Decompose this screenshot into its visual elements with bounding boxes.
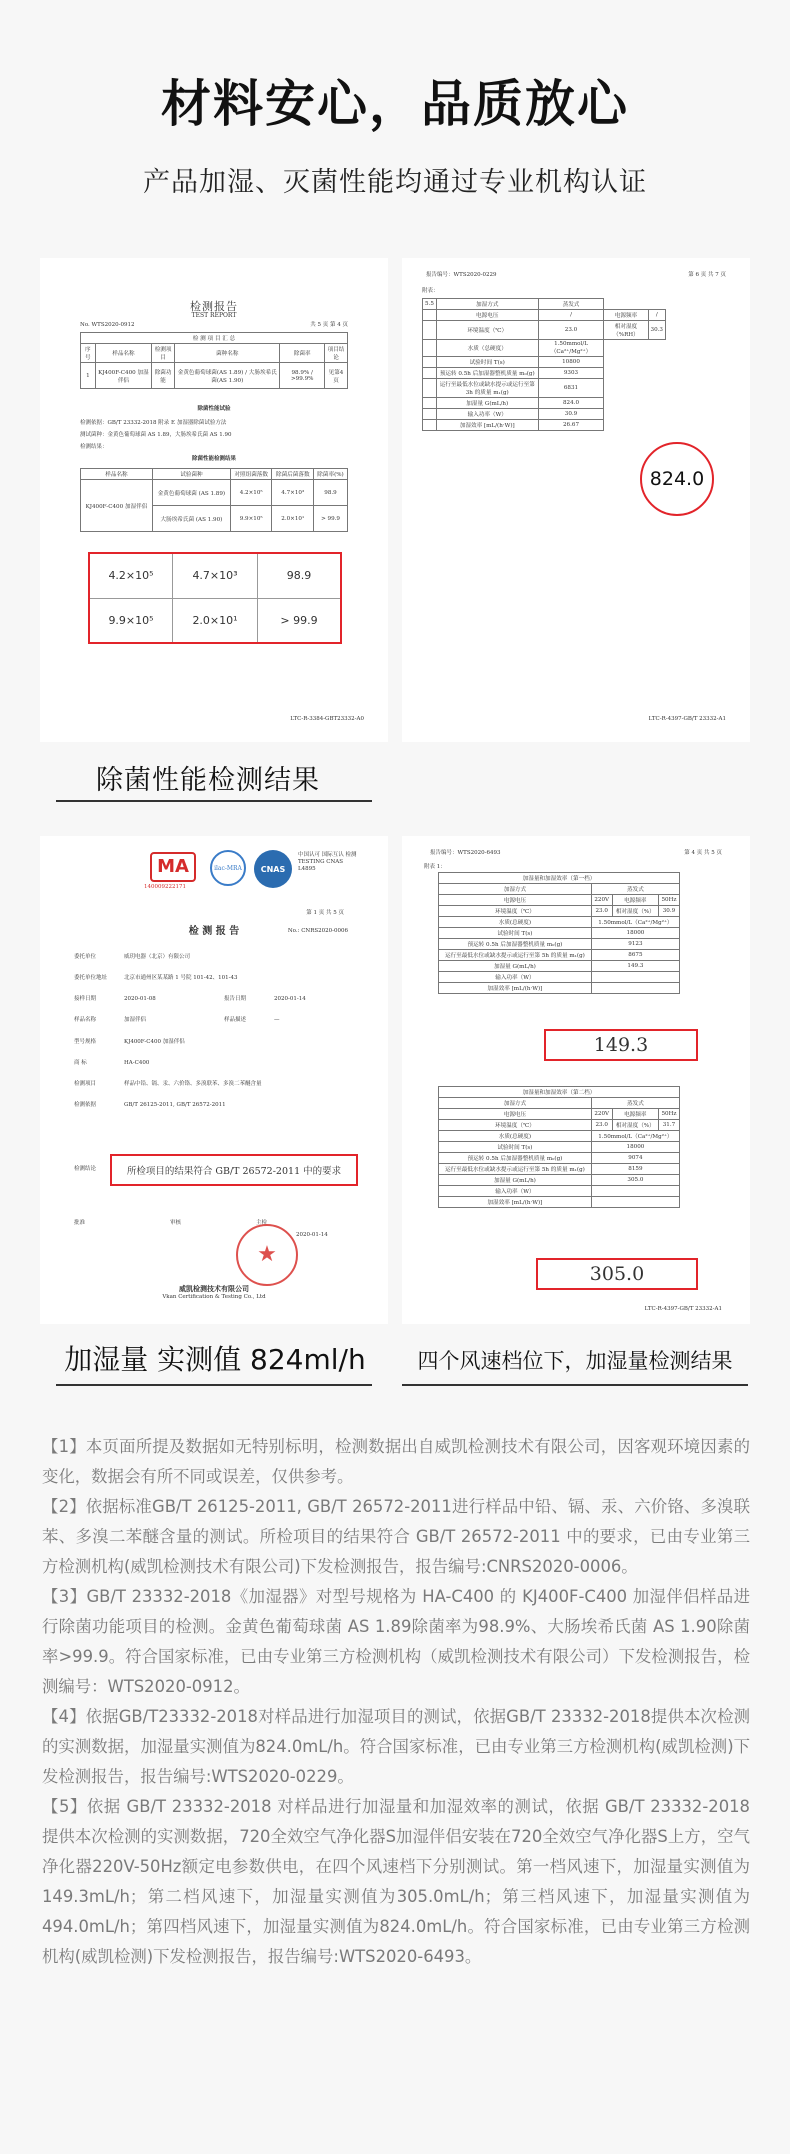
table-row (439, 950, 680, 961)
table-cell (423, 321, 437, 340)
table-cell: 蒸发式 (591, 1098, 679, 1109)
col-header: 检测项目 (152, 344, 175, 363)
page-indicator: 共 5 页 第 4 页 (310, 322, 348, 328)
issuer-name: 威凯检测技术有限公司 (179, 1284, 249, 1293)
table-cell: 9303 (538, 368, 604, 379)
field-value: 2020-01-08 (124, 996, 156, 1003)
fan-speed-table-1 (438, 872, 680, 994)
conclusion-label: 检测结论 (74, 1166, 97, 1172)
field-row (74, 1102, 358, 1109)
table-row (423, 398, 666, 409)
table-row (423, 379, 666, 398)
table-cell: 电源频率 (612, 1109, 658, 1120)
table-cell (591, 1197, 679, 1208)
page-subtitle: 产品加湿、灭菌性能均通过专业机构认证 (143, 167, 647, 198)
table-cell: 4.2×10⁵ (230, 480, 272, 506)
table-cell: 1.50mmol/L（Ca²⁺/Mg²⁺） (591, 1131, 679, 1142)
table-row (423, 310, 666, 321)
table-cell: 1 (81, 363, 96, 389)
table-cell: 98.9 (314, 480, 348, 506)
table-cell: 运行至最低水位或缺水提示或运行至第 3h 的质量 m₁(g) (436, 379, 538, 398)
humidification-table (422, 298, 666, 431)
table-cell: / (538, 310, 604, 321)
table-cell: 824.0 (538, 398, 604, 409)
table-cell: 相对湿度（%） (612, 906, 658, 917)
table-cell: 加湿效率 [mL/(h·W)] (439, 1197, 592, 1208)
method-heading: 除菌性能试验 (197, 406, 231, 412)
table-cell: 220V (591, 1109, 612, 1120)
table-cell: 加湿方式 (439, 884, 592, 895)
field-row (74, 1017, 358, 1024)
issue-date: 2020-01-14 (296, 1232, 328, 1238)
col-header: 菌种名称 (175, 344, 280, 363)
table-cell: 18000 (591, 928, 679, 939)
report-image-humidification-824 (402, 258, 750, 742)
field-value: KJ400F-C400 加湿伴侣 (124, 1038, 185, 1045)
table-row (439, 895, 680, 906)
col-header: 除菌率 (280, 344, 325, 363)
table-cell: 环境温度（℃） (436, 321, 538, 340)
table-cell: 预运转 0.5h 后加湿器整机质量 m₀(g) (439, 939, 592, 950)
attached-label: 附表： (422, 288, 439, 294)
table-row (439, 1142, 680, 1153)
field-label: 商 标 (74, 1059, 87, 1066)
table-cell: 蒸发式 (591, 884, 679, 895)
table-cell: 5.5 (423, 299, 437, 310)
table-cell: 输入功率（W） (436, 409, 538, 420)
table-row (423, 368, 666, 379)
doc-title: 检 测 报 告 (188, 926, 240, 937)
fan-speed-table-2 (438, 1086, 680, 1208)
table-cell: 30.9 (658, 906, 679, 917)
result-heading: 除菌性能检测结果 (191, 456, 236, 462)
report-number: 报告编号：WTS2020-6493 (430, 850, 501, 856)
value-highlight-circle: 824.0 (640, 442, 714, 516)
value-highlight-box-1: 149.3 (544, 1029, 698, 1061)
field-label: 委托单位地址 (74, 975, 108, 982)
table-row (439, 961, 680, 972)
table-cell: 9123 (591, 939, 679, 950)
table-cell: 50Hz (658, 895, 679, 906)
table-row (423, 299, 666, 310)
table-cell (423, 409, 437, 420)
table-cell: 6831 (538, 379, 604, 398)
field-label: 型号规格 (74, 1038, 97, 1045)
report-image-fan-speeds (402, 836, 750, 1324)
report-number: 报告编号：WTS2020-0229 (426, 272, 497, 278)
footnote: 【2】依据标准GB/T 26125-2011, GB/T 26572-2011进行样品中铅、镉、汞、六价铬、多溴联苯、多溴二苯醚含量的测试。所检项目的结果符合 GB/T 26572-2011 中的要求，已由专业第三方检测机构(威凯检测技术有限公司)下发检测报告，报告编号:CNRS2020-0006。 (42, 1497, 750, 1576)
table-cell: 加湿量 G(mL/h) (439, 961, 592, 972)
doc-title: 检测报告 (190, 300, 238, 313)
col-header: 样品名称 (95, 344, 151, 363)
page-title: 材料安心，品质放心 (161, 75, 629, 133)
table-row (439, 1153, 680, 1164)
table-cell: 电源频率 (604, 310, 648, 321)
table-cell: 水质(总硬度) (439, 917, 592, 928)
table-cell: 305.0 (591, 1175, 679, 1186)
table-cell: 相对湿度（%RH） (604, 321, 648, 340)
table-cell: 149.3 (591, 961, 679, 972)
field-row (74, 1060, 358, 1067)
table-cell (591, 1186, 679, 1197)
value-highlight-box-2: 305.0 (536, 1258, 698, 1290)
conclusion-highlight: 所检项目的结果符合 GB/T 26572-2011 中的要求 (110, 1154, 358, 1186)
footer-code: LTC-R-3384-GBT23332-A0 (290, 716, 364, 722)
field-label: 委托单位 (74, 954, 97, 960)
field-row (74, 954, 358, 961)
table-cell: 蒸发式 (538, 299, 604, 310)
table-cell: 大肠埃希氏菌 (AS 1.90) (152, 506, 230, 532)
footnote: 【4】依据GB/T23332-2018对样品进行加湿项目的测试，依据GB/T 23332-2018提供本次检测的实测数据，加湿量实测值为824.0mL/h。符合国家标准，已由专业第三方检测机构(威凯检测)下发检测报告，报告编号:WTS2020-0229。 (42, 1707, 750, 1786)
table-row (439, 1109, 680, 1120)
field-value: — (274, 1017, 280, 1024)
caption-humidification: 加湿量 实测值 824ml/h (64, 1343, 366, 1376)
official-seal-icon: ★ (236, 1224, 298, 1286)
table-cell: 试验时间 T(s) (439, 928, 592, 939)
section-title: 加湿量和加湿效率（第二档） (439, 1087, 680, 1098)
table-cell: 30.3 (648, 321, 665, 340)
table-cell (423, 357, 437, 368)
table-cell: 加湿方式 (436, 299, 538, 310)
table-row (439, 917, 680, 928)
field-value: HA-C400 (124, 1059, 150, 1066)
table-row (423, 409, 666, 420)
table-cell: 2.0×10¹ (272, 506, 314, 532)
table-cell: 9.9×10⁵ (230, 506, 272, 532)
footnote: 【3】GB/T 23332-2018《加湿器》对型号规格为 HA-C400 的 KJ400F-C400 加湿伴侣样品进行除菌功能项目的检测。金黄色葡萄球菌 AS 1.89除菌率为98.9%、大肠埃希氏菌 AS 1.90除菌率>99.9。符合国家标准，已由专业第三方检测机构（威凯检测技术有限公司）下发检测报告，检测编号：WTS2020-0912。 (42, 1587, 750, 1696)
table-row (439, 928, 680, 939)
table-cell: 23.0 (591, 1120, 612, 1131)
table-row (423, 340, 666, 357)
sign-label: 审核 (170, 1220, 182, 1226)
table-cell: 金黄色葡萄球菌(AS 1.89) / 大肠埃希氏菌(AS 1.90) (175, 363, 280, 389)
table-row (423, 357, 666, 368)
table-row (423, 321, 666, 340)
footnote: 【1】本页面所提及数据如无特别标明，检测数据出自威凯检测技术有限公司，因客观环境因素的变化，数据会有所不同或误差，仅供参考。 (42, 1437, 750, 1486)
table-cell: 预运转 0.5h 后加湿器整机质量 m₀(g) (439, 1153, 592, 1164)
table-cell: KJ400F-C400 加湿伴侣 (81, 480, 153, 532)
report-image-certificate (40, 836, 388, 1324)
table-cell (591, 972, 679, 983)
method-line: 检测结果： (80, 444, 108, 450)
table-cell (591, 983, 679, 994)
table-cell: 8675 (591, 950, 679, 961)
col-header: 试验菌种 (152, 469, 230, 480)
page-indicator: 第 1 页 共 5 页 (306, 910, 344, 916)
table-cell: 预运转 0.5h 后加湿器整机质量 m₀(g) (436, 368, 538, 379)
report-number: No. WTS2020-0912 (80, 322, 135, 328)
footer-code: LTC-R-4397-GB/T 23332-A1 (644, 1306, 722, 1312)
table-cell: 10800 (538, 357, 604, 368)
table-cell: 220V (591, 895, 612, 906)
col-header: 对照组菌落数 (230, 469, 272, 480)
table-cell (423, 368, 437, 379)
table-row (439, 1175, 680, 1186)
summary-heading: 检 测 项 目 汇 总 (81, 333, 348, 344)
table-cell: 4.7×10³ (272, 480, 314, 506)
col-header: 序号 (81, 344, 96, 363)
table-cell: 加湿量 G(mL/h) (439, 1175, 592, 1186)
footnote: 【5】依据 GB/T 23332-2018 对样品进行加湿量和加湿效率的测试，依据 GB/T 23332-2018 提供本次检测的实测数据，720全效空气净化器S加湿伴侣安装在720全效空气净化器S上方，空气净化器220V-50Hz额定电参数供电，在四个风速档下分别测试。第一档风速下，加湿量实测值为149.3mL/h；第二档风速下，加湿量实测值为305.0mL/h；第三档风速下，加湿量实测值为494.0mL/h；第四档风速下，加湿量实测值为824.0mL/h。符合国家标准，已由专业第三方检测机构(威凯检测)下发检测报告，报告编号:WTS2020-6493。 (42, 1797, 750, 1966)
table-row (439, 884, 680, 895)
table-cell: 电源频率 (612, 895, 658, 906)
report-number: No.: CNRS2020-0006 (287, 928, 348, 934)
table-cell: 水质（总硬度） (436, 340, 538, 357)
zoom-cell: 4.2×10⁵ (90, 554, 173, 598)
report-image-sterilization (40, 258, 388, 742)
table-cell: 加湿效率 [mL/(h·W)] (436, 420, 538, 431)
caption-underline (402, 1384, 748, 1386)
field-row (74, 1081, 358, 1088)
col-header: 样品名称 (81, 469, 153, 480)
table-cell: 试验时间 T(s) (436, 357, 538, 368)
table-cell: 23.0 (538, 321, 604, 340)
table-cell: 试验时间 T(s) (439, 1142, 592, 1153)
table-cell: > 99.9 (314, 506, 348, 532)
ilac-logo: ilac-MRA (210, 850, 246, 886)
table-cell: 除菌功能 (152, 363, 175, 389)
col-header: 项目结论 (324, 344, 347, 363)
table-cell: 电源电压 (439, 1109, 592, 1120)
result-table-small (80, 468, 348, 532)
col-header: 除菌后菌落数 (272, 469, 314, 480)
section-title: 加湿量和加湿效率（第一档） (439, 873, 680, 884)
table-row (439, 1186, 680, 1197)
cnas-text: 中国认可 国际互认 检测 TESTING CNAS L4895 (298, 852, 357, 873)
certificate-fields (74, 954, 358, 1123)
table-cell: 18000 (591, 1142, 679, 1153)
field-label: 报告日期 (224, 996, 247, 1003)
table-cell: 1.50mmol/L（Ca²⁺/Mg²⁺） (538, 340, 604, 357)
table-cell (423, 398, 437, 409)
table-cell: 30.9 (538, 409, 604, 420)
caption-fan-speeds: 四个风速档位下，加湿量检测结果 (417, 1349, 733, 1373)
table-cell: 31.7 (658, 1120, 679, 1131)
method-line: 检测依据：GB/T 23332-2018 附录 E 加湿器除菌试验方法 (80, 420, 227, 426)
zoom-cell: 4.7×10³ (173, 554, 258, 598)
table-cell: 23.0 (591, 906, 612, 917)
zoom-cell: 2.0×10¹ (173, 598, 258, 642)
col-header: 除菌率(%) (314, 469, 348, 480)
table-cell (423, 340, 437, 357)
table-cell: 电源电压 (436, 310, 538, 321)
field-label: 检测项目 (74, 1080, 97, 1087)
table-row (439, 1164, 680, 1175)
table-cell: 1.50mmol/L（Ca²⁺/Mg²⁺） (591, 917, 679, 928)
table-cell: 9074 (591, 1153, 679, 1164)
table-cell: 运行至最低水位或缺水提示或运行至第 5h 的质量 m₁(g) (439, 1164, 592, 1175)
table-row (439, 1120, 680, 1131)
cnas-logo: CNAS (254, 850, 292, 888)
table-cell: / (648, 310, 665, 321)
table-cell: 加湿方式 (439, 1098, 592, 1109)
field-value: 样品中铅、镉、汞、六价铬、多溴联苯、多溴二苯醚含量 (124, 1080, 262, 1087)
field-value: 威玥电器（北京）有限公司 (124, 954, 191, 960)
table-cell: 输入功率（W） (439, 972, 592, 983)
table-cell: 8159 (591, 1164, 679, 1175)
result-zoom-highlight (88, 552, 342, 644)
field-value: 北京市通州区某某路 1 号院 101-42、101-43 (124, 975, 238, 982)
table-row (439, 972, 680, 983)
field-value: 加湿伴侣 (124, 1017, 147, 1024)
table-cell: 50Hz (658, 1109, 679, 1120)
table-row (439, 939, 680, 950)
ma-logo: MA (150, 852, 196, 882)
field-row (74, 975, 358, 982)
table-cell: 见第4页 (324, 363, 347, 389)
page-indicator: 第 4 页 共 5 页 (684, 850, 722, 856)
field-value: GB/T 26125-2011, GB/T 26572-2011 (124, 1101, 226, 1108)
table-cell: 相对湿度（%） (612, 1120, 658, 1131)
table-cell: 环境温度（℃） (439, 1120, 592, 1131)
field-label: 样品描述 (224, 1017, 247, 1024)
field-label: 接样日期 (74, 996, 97, 1003)
footer-code: LTC-R-4397-GB/T 23332-A1 (648, 716, 726, 722)
sign-label: 主检 (256, 1220, 268, 1226)
zoom-cell: 9.9×10⁵ (90, 598, 173, 642)
summary-table (80, 332, 348, 389)
table-cell: 98.9% / >99.9% (280, 363, 325, 389)
sign-label: 批准 (74, 1220, 86, 1226)
table-cell: 运行至最低水位或缺水提示或运行至第 5h 的质量 m₁(g) (439, 950, 592, 961)
zoom-cell: > 99.9 (280, 613, 318, 627)
table-row (439, 983, 680, 994)
caption-sterilization: 除菌性能检测结果 (96, 765, 320, 796)
table-row (439, 1131, 680, 1142)
field-value: 2020-01-14 (274, 996, 306, 1003)
table-row (439, 906, 680, 917)
field-row (74, 996, 358, 1003)
issuer-name-en: Vkan Certification & Testing Co., Ltd (162, 1294, 266, 1300)
doc-subtitle: TEST REPORT (191, 312, 237, 319)
table-cell: 加湿效率 [mL/(h·W)] (439, 983, 592, 994)
table-cell (423, 420, 437, 431)
table-cell (423, 379, 437, 398)
caption-underline (56, 1384, 372, 1386)
table-cell: 加湿量 G(mL/h) (436, 398, 538, 409)
table-row (439, 1098, 680, 1109)
ma-number: 140009222171 (144, 884, 186, 890)
footnotes (42, 1432, 750, 1972)
table-cell: 水质(总硬度) (439, 1131, 592, 1142)
table-cell: 金黄色葡萄球菌 (AS 1.89) (152, 480, 230, 506)
field-label: 样品名称 (74, 1017, 97, 1024)
table-cell: 电源电压 (439, 895, 592, 906)
table-cell (423, 310, 437, 321)
method-line: 测试菌种：金黄色葡萄球菌 AS 1.89，大肠埃希氏菌 AS 1.90 (80, 432, 232, 438)
table-cell: 26.67 (538, 420, 604, 431)
page-indicator: 第 6 页 共 7 页 (688, 272, 726, 278)
field-row (74, 1039, 358, 1046)
field-label: 检测依据 (74, 1101, 97, 1108)
table-cell: 环境温度（℃） (439, 906, 592, 917)
table-row (423, 420, 666, 431)
attached-label: 附表 1： (424, 864, 446, 870)
table-row (439, 1197, 680, 1208)
caption-underline (56, 800, 372, 802)
table-cell: 输入功率（W） (439, 1186, 592, 1197)
zoom-cell: 98.9 (258, 554, 341, 598)
table-cell: KJ400F-C400 加湿伴侣 (95, 363, 151, 389)
